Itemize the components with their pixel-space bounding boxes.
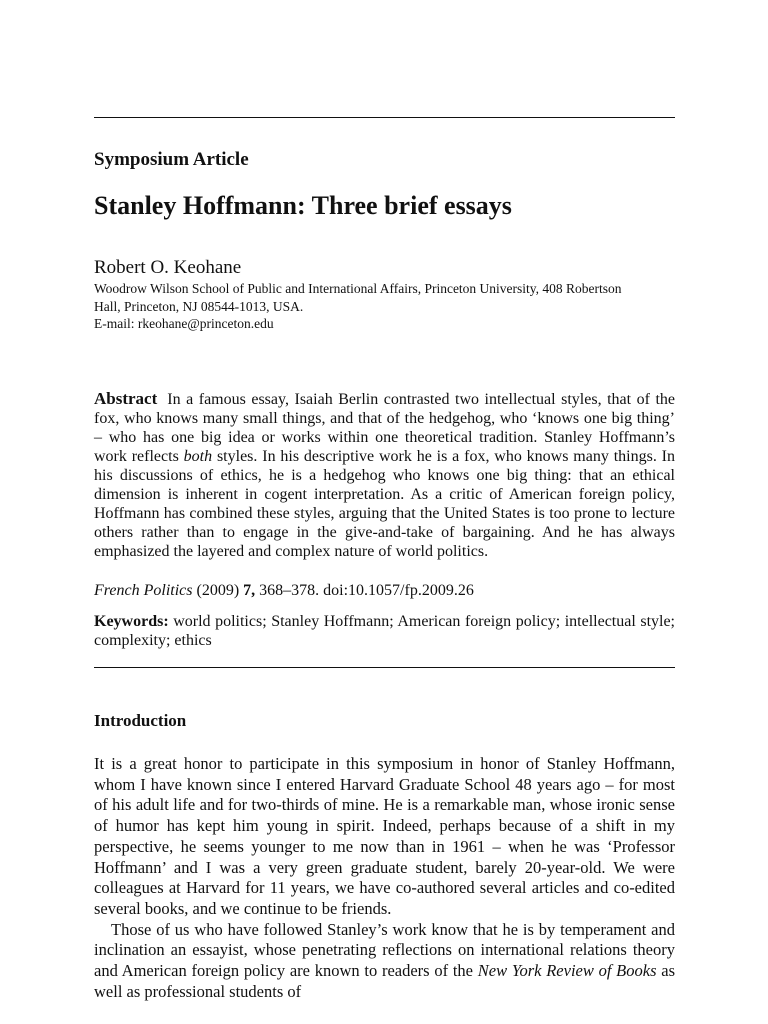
abstract-heading: Abstract [94,389,158,408]
citation [94,581,675,600]
introduction-body [94,754,675,1002]
author-email: E-mail: rkeohane@princeton.edu [94,316,274,331]
abstract-text-part1: In a famous essay, Isaiah Berlin contrasted two intellectual styles, that of the fox, who knows many small things, and that of the hedgehog, who ‘knows one big thing’ – who has one big idea or works within one theoretical tradition. Stanley Hoffmann’s work reflects [94,391,675,465]
section-label: Symposium Article [94,149,249,170]
abstract-text-part2: styles. In his descriptive work he is a fox, who knows many things. In his discussions of ethics, he is a hedgehog who knows one big thing: that an ethical dimension is inherent in cogent interpretation. As a critic of American foreign policy, Hoffmann has combined these styles, arguing that the United States is too prone to lecture others rather than to engage in the give-and-take of bargaining. And he has always emphasized the layered and complex nature of world politics. [94,448,675,560]
citation-journal: French Politics [94,582,193,599]
affiliation-line-2: Hall, Princeton, NJ 08544-1013, USA. [94,298,304,314]
intro-paragraph-2-part2: as well as professional students of [94,961,676,1001]
citation-year: (2009) [196,582,240,599]
abstract [94,389,675,561]
top-rule [94,117,675,118]
keywords-label: Keywords: [94,613,169,630]
affiliation-line-1: Woodrow Wilson School of Public and International Affairs, Princeton University, 408 Robertson [94,281,622,296]
abstract-emphasis: both [183,448,213,465]
intro-paragraph-2-part1: Those of us who have followed Stanley’s work know that he is by temperament and inclination an essayist, whose penetrating reflections on international relations theory and American foreign policy are known to readers of the [94,919,675,981]
citation-volume: 7, [243,582,256,599]
section-rule [94,667,675,668]
author-affiliation [94,280,675,333]
author-name: Robert O. Keohane [94,257,242,278]
intro-paragraph-2-italic: New York Review of Books [477,961,657,981]
keywords-text: world politics; Stanley Hoffmann; American foreign policy; intellectual style; complexity; ethics [94,613,676,649]
keywords [94,612,675,650]
article-title: Stanley Hoffmann: Three brief essays [94,191,512,220]
intro-paragraph-2 [94,920,675,1003]
introduction-heading: Introduction [94,711,187,730]
intro-paragraph-1: It is a great honor to participate in this symposium in honor of Stanley Hoffmann, whom I have known since I entered Harvard Graduate School 48 years ago – for most of his adult life and for two-thirds of mine. He is a remarkable man, whose ironic sense of humor has kept him young in spirit. Indeed, perhaps because of a shift in my perspective, he seems younger to me now than in 1961 – when he was ‘Professor Hoffmann’ and I was a very green graduate student, barely 20-year-old. We were colleagues at Harvard for 11 years, we have co-authored several articles and co-edited several books, and we continue to be friends. [94,754,675,918]
citation-pages-doi: 368–378. doi:10.1057/fp.2009.26 [259,582,474,599]
